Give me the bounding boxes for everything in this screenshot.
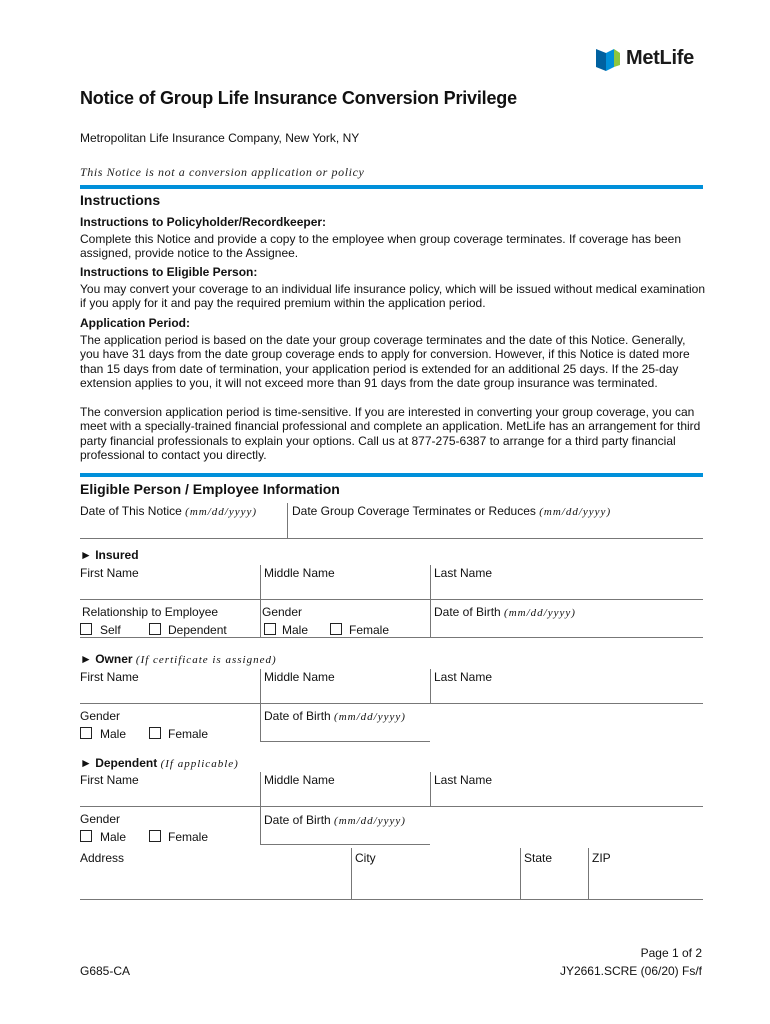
metlife-logo-text: MetLife <box>626 47 694 69</box>
section-divider-instructions <box>80 185 703 189</box>
row-rule <box>260 844 430 845</box>
eligible-instructions-text: You may convert your coverage to an individual life insurance policy, which will be issued without medical examination if you apply for it and pay the required premium within the application period. <box>80 282 705 311</box>
insured-last-name-label: Last Name <box>434 566 493 580</box>
dependent-checkbox[interactable] <box>149 623 161 635</box>
owner-middle-name-label: Middle Name <box>264 670 335 684</box>
address-label: Address <box>80 851 125 865</box>
dependent-gender-label: Gender <box>80 812 121 826</box>
self-checkbox[interactable] <box>80 623 92 635</box>
field-divider <box>260 806 261 844</box>
section-divider-form <box>80 473 703 477</box>
field-divider <box>430 669 431 703</box>
form-id: JY2661.SCRE (06/20) Fs/f <box>559 964 702 978</box>
state-label: State <box>524 851 553 865</box>
insured-dob-field[interactable] <box>434 605 576 619</box>
insured-male-label: Male <box>282 623 309 637</box>
application-period-text-1: The application period is based on the date your group coverage terminates and the date of this Notice. Generally, you have 31 days from the date group coverage ends to apply for conversion. However, if this Notice is dated more than 15 days from date of termination, your application period is extended for an additional 25 days. If the 25-day extension applies to you, it will not exceed more than 91 days from the date group insurance was terminated. <box>80 333 690 391</box>
city-label: City <box>355 851 376 865</box>
row-rule <box>80 637 703 638</box>
dependent-male-checkbox[interactable] <box>80 830 92 842</box>
insured-dob-format: (mm/dd/yyyy) <box>504 607 576 619</box>
dependent-middle-name-label: Middle Name <box>264 773 335 787</box>
dependent-dob-label: Date of Birth <box>264 813 331 827</box>
field-divider <box>430 599 431 637</box>
policyholder-instructions-text: Complete this Notice and provide a copy to the employee when group coverage terminates. If coverage has been assigned, provide notice to the Assignee. <box>80 232 682 261</box>
field-divider <box>260 703 261 741</box>
owner-male-checkbox[interactable] <box>80 727 92 739</box>
date-of-notice-field[interactable] <box>80 504 257 518</box>
owner-female-label: Female <box>168 727 209 741</box>
field-divider <box>260 772 261 806</box>
eligible-instructions-heading: Instructions to Eligible Person: <box>80 265 258 279</box>
field-divider <box>588 848 589 900</box>
notice-disclaimer: This Notice is not a conversion application or policy <box>80 165 365 179</box>
row-rule <box>80 703 703 704</box>
insured-heading: ► Insured <box>80 548 139 562</box>
dependent-heading: ► Dependent <box>80 756 158 770</box>
owner-first-name-label: First Name <box>80 670 139 684</box>
metlife-logo-mark-icon <box>596 45 624 73</box>
dependent-male-label: Male <box>100 830 127 844</box>
dependent-dob-format: (mm/dd/yyyy) <box>334 815 406 827</box>
company-name: Metropolitan Life Insurance Company, New York, NY <box>80 131 360 145</box>
dependent-label: Dependent <box>168 623 227 637</box>
page-number: Page 1 of 2 <box>640 946 702 960</box>
dependent-dob-field[interactable] <box>264 813 406 827</box>
instructions-heading: Instructions <box>80 192 161 208</box>
owner-note: (If certificate is assigned) <box>135 654 277 666</box>
form-heading: Eligible Person / Employee Information <box>80 481 340 497</box>
insured-male-checkbox[interactable] <box>264 623 276 635</box>
form-code: G685-CA <box>80 964 131 978</box>
policyholder-instructions-heading: Instructions to Policyholder/Recordkeeper: <box>80 215 327 229</box>
metlife-logo <box>596 45 706 73</box>
dependent-first-name-label: First Name <box>80 773 139 787</box>
field-divider <box>520 848 521 900</box>
dependent-female-checkbox[interactable] <box>149 830 161 842</box>
owner-dob-field[interactable] <box>264 709 406 723</box>
application-period-heading: Application Period: <box>80 316 191 330</box>
dependent-note: (If applicable) <box>160 758 239 770</box>
row-rule <box>80 538 703 539</box>
row-rule <box>260 741 430 742</box>
relationship-label: Relationship to Employee <box>82 605 219 619</box>
row-rule <box>80 599 703 600</box>
self-label: Self <box>100 623 121 637</box>
field-divider <box>351 848 352 900</box>
date-terminates-field[interactable] <box>292 504 611 518</box>
row-rule <box>80 806 703 807</box>
owner-female-checkbox[interactable] <box>149 727 161 739</box>
owner-last-name-label: Last Name <box>434 670 493 684</box>
zip-label: ZIP <box>592 851 611 865</box>
row-rule <box>80 899 703 900</box>
field-divider <box>287 503 288 538</box>
field-divider <box>260 599 261 637</box>
insured-dob-label: Date of Birth <box>434 605 501 619</box>
date-terminates-format: (mm/dd/yyyy) <box>539 506 612 518</box>
field-divider <box>260 669 261 703</box>
insured-female-checkbox[interactable] <box>330 623 342 635</box>
insured-middle-name-label: Middle Name <box>264 566 335 580</box>
insured-gender-label: Gender <box>262 605 303 619</box>
owner-gender-label: Gender <box>80 709 121 723</box>
owner-heading: ► Owner <box>80 652 133 666</box>
dependent-last-name-label: Last Name <box>434 773 493 787</box>
field-divider <box>260 565 261 599</box>
owner-heading-row <box>80 652 277 666</box>
date-of-notice-format: (mm/dd/yyyy) <box>185 506 258 518</box>
field-divider <box>430 565 431 599</box>
dependent-female-label: Female <box>168 830 209 844</box>
owner-dob-label: Date of Birth <box>264 709 331 723</box>
page-title: Notice of Group Life Insurance Conversion Privilege <box>80 88 517 108</box>
date-terminates-label: Date Group Coverage Terminates or Reduces <box>292 504 536 518</box>
field-divider <box>430 772 431 806</box>
insured-female-label: Female <box>349 623 390 637</box>
owner-dob-format: (mm/dd/yyyy) <box>334 711 406 723</box>
application-period-text-2: The conversion application period is time-sensitive. If you are interested in converting your group coverage, you can meet with a specially-trained financial professional and complete an application. MetLife has an arrangement for third party financial professionals to explain your options. Call us at 877-275-6387 to arrange for a third party financial professional to contact you directly. <box>80 405 701 463</box>
owner-male-label: Male <box>100 727 127 741</box>
date-of-notice-label: Date of This Notice <box>80 504 182 518</box>
insured-first-name-label: First Name <box>80 566 139 580</box>
dependent-heading-row <box>80 756 239 770</box>
